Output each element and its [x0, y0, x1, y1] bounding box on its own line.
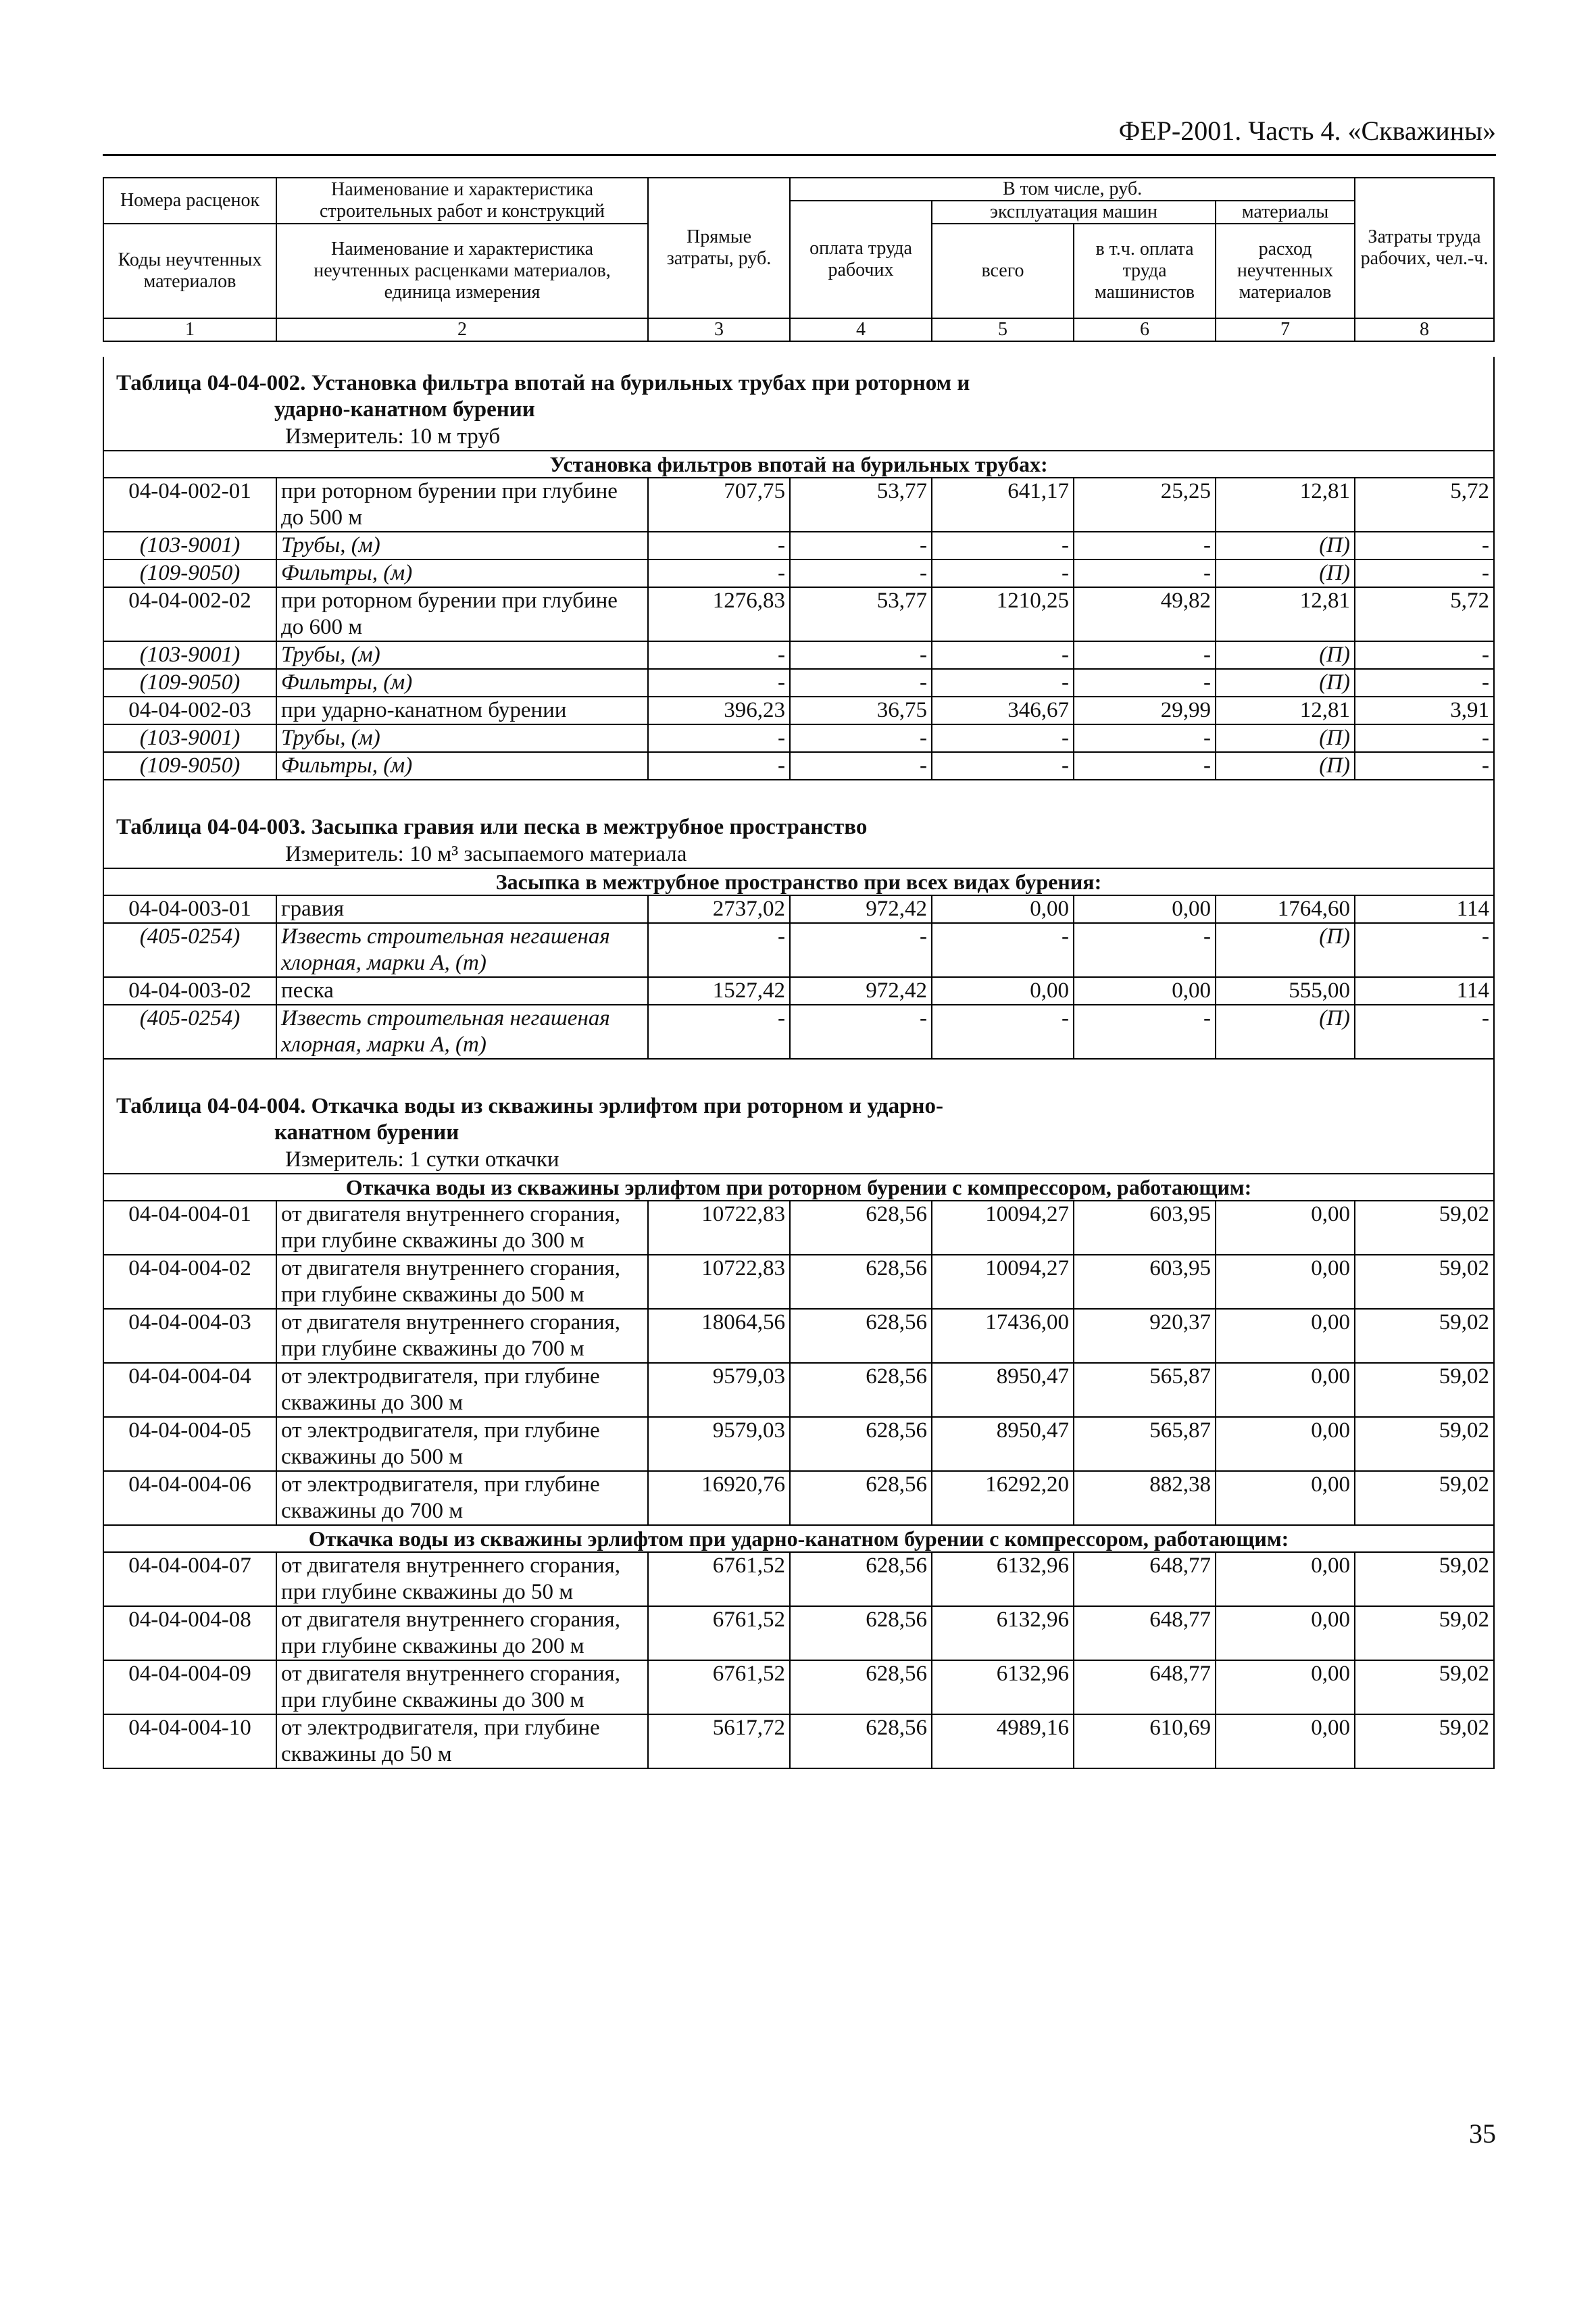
- row-labor-hours: -: [1355, 1005, 1494, 1059]
- col-number: 4: [790, 318, 932, 341]
- row-wages: 53,77: [790, 478, 932, 532]
- row-direct-cost: 6761,52: [648, 1660, 790, 1714]
- running-header: ФЕР-2001. Часть 4. «Скважины»: [1118, 116, 1496, 146]
- row-materials: 555,00: [1216, 977, 1355, 1005]
- row-materials: 0,00: [1216, 1660, 1355, 1714]
- table-title-line: канатном бурении: [274, 1120, 459, 1145]
- col-machinist-wages-header: в т.ч. оплата труда машинистов: [1074, 224, 1216, 318]
- spacer: [103, 1059, 1494, 1080]
- row-wages: 53,77: [790, 587, 932, 641]
- row-direct-cost: -: [648, 669, 790, 697]
- row-direct-cost: 1276,83: [648, 587, 790, 641]
- table-title-line: Таблица 04-04-003. Засыпка гравия или песка в межтрубное пространство: [116, 815, 868, 839]
- col-materials-header: материалы: [1216, 201, 1355, 224]
- row-materials: (П): [1216, 641, 1355, 669]
- row-code: 04-04-003-01: [103, 895, 276, 923]
- table-row: [103, 1255, 1494, 1309]
- col-wages-header: оплата труда рабочих: [790, 201, 932, 318]
- row-machinist-wages: 0,00: [1074, 895, 1216, 923]
- row-materials: 12,81: [1216, 478, 1355, 532]
- col-number: 3: [648, 318, 790, 341]
- row-materials: (П): [1216, 559, 1355, 587]
- row-machinist-wages: -: [1074, 724, 1216, 752]
- table-row: [103, 923, 1494, 977]
- col-machines-total-header: всего: [932, 224, 1074, 318]
- row-name: при ударно-канатном бурении: [276, 697, 648, 724]
- table-title-line: ударно-канатном бурении: [274, 397, 535, 422]
- col-number: 5: [932, 318, 1074, 341]
- row-code: 04-04-002-02: [103, 587, 276, 641]
- row-machines-total: -: [932, 532, 1074, 559]
- row-labor-hours: 5,72: [1355, 587, 1494, 641]
- row-direct-cost: 10722,83: [648, 1201, 790, 1255]
- row-labor-hours: 114: [1355, 977, 1494, 1005]
- table-row: [103, 1552, 1494, 1606]
- row-direct-cost: -: [648, 724, 790, 752]
- row-name: Трубы, (м): [276, 641, 648, 669]
- row-machinist-wages: -: [1074, 641, 1216, 669]
- table-row: [103, 669, 1494, 697]
- section-heading: Установка фильтров впотай на бурильных трубах:: [103, 451, 1494, 478]
- col-material-consumption-header: расход неучтенных материалов: [1216, 224, 1355, 318]
- col-number: 2: [276, 318, 648, 341]
- row-code: (109-9050): [103, 669, 276, 697]
- row-name: при роторном бурении при глубине до 600 м: [276, 587, 648, 641]
- row-wages: 628,56: [790, 1552, 932, 1606]
- table-row: [103, 724, 1494, 752]
- row-machines-total: 8950,47: [932, 1417, 1074, 1471]
- row-materials: (П): [1216, 669, 1355, 697]
- row-code: 04-04-004-07: [103, 1552, 276, 1606]
- row-code: 04-04-004-09: [103, 1660, 276, 1714]
- row-wages: 628,56: [790, 1255, 932, 1309]
- row-materials: 0,00: [1216, 1552, 1355, 1606]
- row-materials: (П): [1216, 923, 1355, 977]
- col-machines-header: эксплуатация машин: [932, 201, 1216, 224]
- row-machines-total: -: [932, 559, 1074, 587]
- row-wages: -: [790, 1005, 932, 1059]
- row-machines-total: 8950,47: [932, 1363, 1074, 1417]
- row-labor-hours: 59,02: [1355, 1471, 1494, 1525]
- row-code: 04-04-004-08: [103, 1606, 276, 1660]
- row-labor-hours: -: [1355, 532, 1494, 559]
- row-wages: -: [790, 669, 932, 697]
- table-measure: Измеритель: 10 м³ засыпаемого материала: [103, 841, 1494, 868]
- row-materials: (П): [1216, 532, 1355, 559]
- row-labor-hours: 59,02: [1355, 1552, 1494, 1606]
- row-name: Фильтры, (м): [276, 752, 648, 780]
- row-machinist-wages: -: [1074, 532, 1216, 559]
- row-name: от электродвигателя, при глубине скважины до 500 м: [276, 1417, 648, 1471]
- col-number: 8: [1355, 318, 1494, 341]
- row-name: Фильтры, (м): [276, 669, 648, 697]
- row-wages: 972,42: [790, 977, 932, 1005]
- row-machines-total: 346,67: [932, 697, 1074, 724]
- row-machinist-wages: 25,25: [1074, 478, 1216, 532]
- row-direct-cost: 6761,52: [648, 1606, 790, 1660]
- row-code: 04-04-004-06: [103, 1471, 276, 1525]
- row-machinist-wages: -: [1074, 923, 1216, 977]
- table-row: [103, 977, 1494, 1005]
- header-rule: [103, 154, 1496, 156]
- section-heading: Откачка воды из скважины эрлифтом при роторном бурении с компрессором, работающим:: [103, 1174, 1494, 1201]
- row-code: 04-04-004-03: [103, 1309, 276, 1363]
- row-machines-total: 0,00: [932, 977, 1074, 1005]
- row-name: Трубы, (м): [276, 724, 648, 752]
- row-machinist-wages: 920,37: [1074, 1309, 1216, 1363]
- row-machinist-wages: -: [1074, 559, 1216, 587]
- row-code: 04-04-004-02: [103, 1255, 276, 1309]
- row-direct-cost: 5617,72: [648, 1714, 790, 1768]
- row-materials: (П): [1216, 1005, 1355, 1059]
- row-direct-cost: 16920,76: [648, 1471, 790, 1525]
- row-name: от двигателя внутреннего сгорания, при глубине скважины до 700 м: [276, 1309, 648, 1363]
- table-row: [103, 641, 1494, 669]
- row-machines-total: 6132,96: [932, 1660, 1074, 1714]
- row-labor-hours: 59,02: [1355, 1255, 1494, 1309]
- row-machinist-wages: 603,95: [1074, 1201, 1216, 1255]
- row-name: Фильтры, (м): [276, 559, 648, 587]
- row-labor-hours: -: [1355, 641, 1494, 669]
- row-wages: 628,56: [790, 1660, 932, 1714]
- row-direct-cost: -: [648, 641, 790, 669]
- row-wages: 628,56: [790, 1471, 932, 1525]
- table-row: [103, 1714, 1494, 1768]
- row-machines-total: 0,00: [932, 895, 1074, 923]
- col-labor-hours-header: Затраты труда рабочих, чел.-ч.: [1355, 178, 1494, 318]
- table-row: [103, 1417, 1494, 1471]
- row-name: Трубы, (м): [276, 532, 648, 559]
- row-code: (109-9050): [103, 559, 276, 587]
- row-wages: 628,56: [790, 1201, 932, 1255]
- row-wages: -: [790, 641, 932, 669]
- row-code: 04-04-004-10: [103, 1714, 276, 1768]
- row-machines-total: 10094,27: [932, 1255, 1074, 1309]
- row-machines-total: 6132,96: [932, 1552, 1074, 1606]
- row-code: (103-9001): [103, 724, 276, 752]
- col-number: 6: [1074, 318, 1216, 341]
- row-labor-hours: 59,02: [1355, 1660, 1494, 1714]
- table-row: [103, 559, 1494, 587]
- row-labor-hours: 59,02: [1355, 1417, 1494, 1471]
- col-number: 7: [1216, 318, 1355, 341]
- row-labor-hours: -: [1355, 724, 1494, 752]
- row-labor-hours: 59,02: [1355, 1309, 1494, 1363]
- row-machines-total: -: [932, 1005, 1074, 1059]
- row-wages: 628,56: [790, 1606, 932, 1660]
- row-direct-cost: 707,75: [648, 478, 790, 532]
- row-wages: 628,56: [790, 1714, 932, 1768]
- row-code: (405-0254): [103, 1005, 276, 1059]
- row-materials: 1764,60: [1216, 895, 1355, 923]
- row-materials: 0,00: [1216, 1714, 1355, 1768]
- col-name-header: Наименование и характеристика строительных работ и конструкций: [276, 178, 648, 224]
- table-measure: Измеритель: 10 м труб: [103, 423, 1494, 451]
- table-row: [103, 752, 1494, 780]
- row-wages: -: [790, 559, 932, 587]
- row-labor-hours: 5,72: [1355, 478, 1494, 532]
- table-row: [103, 1660, 1494, 1714]
- row-direct-cost: -: [648, 752, 790, 780]
- table-title-line: Таблица 04-04-004. Откачка воды из скважины эрлифтом при роторном и ударно-: [116, 1094, 943, 1118]
- row-machines-total: 4989,16: [932, 1714, 1074, 1768]
- row-code: 04-04-004-01: [103, 1201, 276, 1255]
- row-materials: (П): [1216, 752, 1355, 780]
- row-wages: 972,42: [790, 895, 932, 923]
- row-labor-hours: 59,02: [1355, 1606, 1494, 1660]
- row-materials: 12,81: [1216, 587, 1355, 641]
- row-name: Известь строительная негашеная хлорная, марки А, (т): [276, 923, 648, 977]
- table-row: [103, 1471, 1494, 1525]
- table-title: [103, 801, 1494, 841]
- row-code: (103-9001): [103, 532, 276, 559]
- row-labor-hours: -: [1355, 923, 1494, 977]
- row-machinist-wages: 882,38: [1074, 1471, 1216, 1525]
- row-code: 04-04-003-02: [103, 977, 276, 1005]
- row-machines-total: -: [932, 752, 1074, 780]
- col-number: 1: [103, 318, 276, 341]
- row-machines-total: -: [932, 923, 1074, 977]
- row-machines-total: 1210,25: [932, 587, 1074, 641]
- table-row: [103, 1309, 1494, 1363]
- table-row: [103, 587, 1494, 641]
- row-name: от двигателя внутреннего сгорания, при глубине скважины до 200 м: [276, 1606, 648, 1660]
- table-row: [103, 532, 1494, 559]
- row-name: от двигателя внутреннего сгорания, при глубине скважины до 50 м: [276, 1552, 648, 1606]
- col-codes-header: Номера расценок: [103, 178, 276, 224]
- row-direct-cost: -: [648, 1005, 790, 1059]
- row-direct-cost: -: [648, 923, 790, 977]
- row-name: песка: [276, 977, 648, 1005]
- row-machines-total: 6132,96: [932, 1606, 1074, 1660]
- row-code: (405-0254): [103, 923, 276, 977]
- row-wages: -: [790, 923, 932, 977]
- row-machines-total: 17436,00: [932, 1309, 1074, 1363]
- row-code: 04-04-002-03: [103, 697, 276, 724]
- row-machines-total: 641,17: [932, 478, 1074, 532]
- row-code: 04-04-004-04: [103, 1363, 276, 1417]
- row-machinist-wages: 648,77: [1074, 1660, 1216, 1714]
- row-labor-hours: 114: [1355, 895, 1494, 923]
- row-direct-cost: 396,23: [648, 697, 790, 724]
- row-machines-total: -: [932, 669, 1074, 697]
- row-direct-cost: -: [648, 559, 790, 587]
- page-number: 35: [1469, 2118, 1496, 2149]
- row-machinist-wages: 565,87: [1074, 1417, 1216, 1471]
- row-code: (103-9001): [103, 641, 276, 669]
- row-machines-total: -: [932, 724, 1074, 752]
- row-name: от электродвигателя, при глубине скважины до 50 м: [276, 1714, 648, 1768]
- row-labor-hours: 3,91: [1355, 697, 1494, 724]
- row-name: от двигателя внутреннего сгорания, при глубине скважины до 300 м: [276, 1660, 648, 1714]
- row-wages: -: [790, 752, 932, 780]
- row-wages: 628,56: [790, 1417, 932, 1471]
- row-code: 04-04-002-01: [103, 478, 276, 532]
- row-machinist-wages: 648,77: [1074, 1606, 1216, 1660]
- row-direct-cost: 10722,83: [648, 1255, 790, 1309]
- row-materials: 12,81: [1216, 697, 1355, 724]
- row-machinist-wages: -: [1074, 1005, 1216, 1059]
- row-direct-cost: 1527,42: [648, 977, 790, 1005]
- row-name: Известь строительная негашеная хлорная, марки А, (т): [276, 1005, 648, 1059]
- row-direct-cost: 6761,52: [648, 1552, 790, 1606]
- row-machinist-wages: 49,82: [1074, 587, 1216, 641]
- column-header-table: [103, 177, 1495, 342]
- row-wages: 628,56: [790, 1309, 932, 1363]
- row-wages: -: [790, 532, 932, 559]
- row-machinist-wages: -: [1074, 752, 1216, 780]
- row-name: гравия: [276, 895, 648, 923]
- row-name: от двигателя внутреннего сгорания, при глубине скважины до 500 м: [276, 1255, 648, 1309]
- row-name: от двигателя внутреннего сгорания, при глубине скважины до 300 м: [276, 1201, 648, 1255]
- row-labor-hours: -: [1355, 752, 1494, 780]
- table-row: [103, 1201, 1494, 1255]
- row-name: при роторном бурении при глубине до 500 м: [276, 478, 648, 532]
- col-material-codes-header: Коды неучтенных материалов: [103, 224, 276, 318]
- row-machines-total: -: [932, 641, 1074, 669]
- table-measure: Измеритель: 1 сутки откачки: [103, 1146, 1494, 1174]
- row-labor-hours: 59,02: [1355, 1363, 1494, 1417]
- row-labor-hours: -: [1355, 559, 1494, 587]
- table-row: [103, 697, 1494, 724]
- row-materials: (П): [1216, 724, 1355, 752]
- row-materials: 0,00: [1216, 1363, 1355, 1417]
- row-materials: 0,00: [1216, 1255, 1355, 1309]
- row-direct-cost: 9579,03: [648, 1363, 790, 1417]
- row-name: от электродвигателя, при глубине скважины до 300 м: [276, 1363, 648, 1417]
- table-row: [103, 1363, 1494, 1417]
- row-wages: 628,56: [790, 1363, 932, 1417]
- row-labor-hours: -: [1355, 669, 1494, 697]
- table-row: [103, 1005, 1494, 1059]
- row-machines-total: 16292,20: [932, 1471, 1074, 1525]
- row-direct-cost: 2737,02: [648, 895, 790, 923]
- col-direct-cost-header: Прямые затраты, руб.: [648, 178, 790, 318]
- row-labor-hours: 59,02: [1355, 1714, 1494, 1768]
- table-title-line: Таблица 04-04-002. Установка фильтра впотай на бурильных трубах при роторном и: [116, 371, 970, 395]
- row-code: 04-04-004-05: [103, 1417, 276, 1471]
- section-heading: Откачка воды из скважины эрлифтом при ударно-канатном бурении с компрессором, работающим:: [103, 1525, 1494, 1552]
- row-machinist-wages: 603,95: [1074, 1255, 1216, 1309]
- row-materials: 0,00: [1216, 1606, 1355, 1660]
- row-materials: 0,00: [1216, 1201, 1355, 1255]
- row-machinist-wages: 610,69: [1074, 1714, 1216, 1768]
- col-incl-header: В том числе, руб.: [790, 178, 1355, 201]
- row-materials: 0,00: [1216, 1309, 1355, 1363]
- row-code: (109-9050): [103, 752, 276, 780]
- table-row: [103, 895, 1494, 923]
- table-title: [103, 357, 1494, 423]
- table-row: [103, 478, 1494, 532]
- row-materials: 0,00: [1216, 1417, 1355, 1471]
- row-materials: 0,00: [1216, 1471, 1355, 1525]
- rates-body-table: [103, 357, 1495, 1769]
- row-machinist-wages: -: [1074, 669, 1216, 697]
- table-row: [103, 1606, 1494, 1660]
- row-wages: -: [790, 724, 932, 752]
- row-wages: 36,75: [790, 697, 932, 724]
- row-machinist-wages: 29,99: [1074, 697, 1216, 724]
- row-direct-cost: 9579,03: [648, 1417, 790, 1471]
- row-labor-hours: 59,02: [1355, 1201, 1494, 1255]
- spacer: [103, 780, 1494, 801]
- table-title: [103, 1080, 1494, 1146]
- row-machinist-wages: 0,00: [1074, 977, 1216, 1005]
- row-machines-total: 10094,27: [932, 1201, 1074, 1255]
- col-material-names-header: Наименование и характеристика неучтенных расценками материалов, единица измерения: [276, 224, 648, 318]
- row-machinist-wages: 648,77: [1074, 1552, 1216, 1606]
- section-heading: Засыпка в межтрубное пространство при всех видах бурения:: [103, 868, 1494, 895]
- row-direct-cost: -: [648, 532, 790, 559]
- row-machinist-wages: 565,87: [1074, 1363, 1216, 1417]
- row-name: от электродвигателя, при глубине скважины до 700 м: [276, 1471, 648, 1525]
- row-direct-cost: 18064,56: [648, 1309, 790, 1363]
